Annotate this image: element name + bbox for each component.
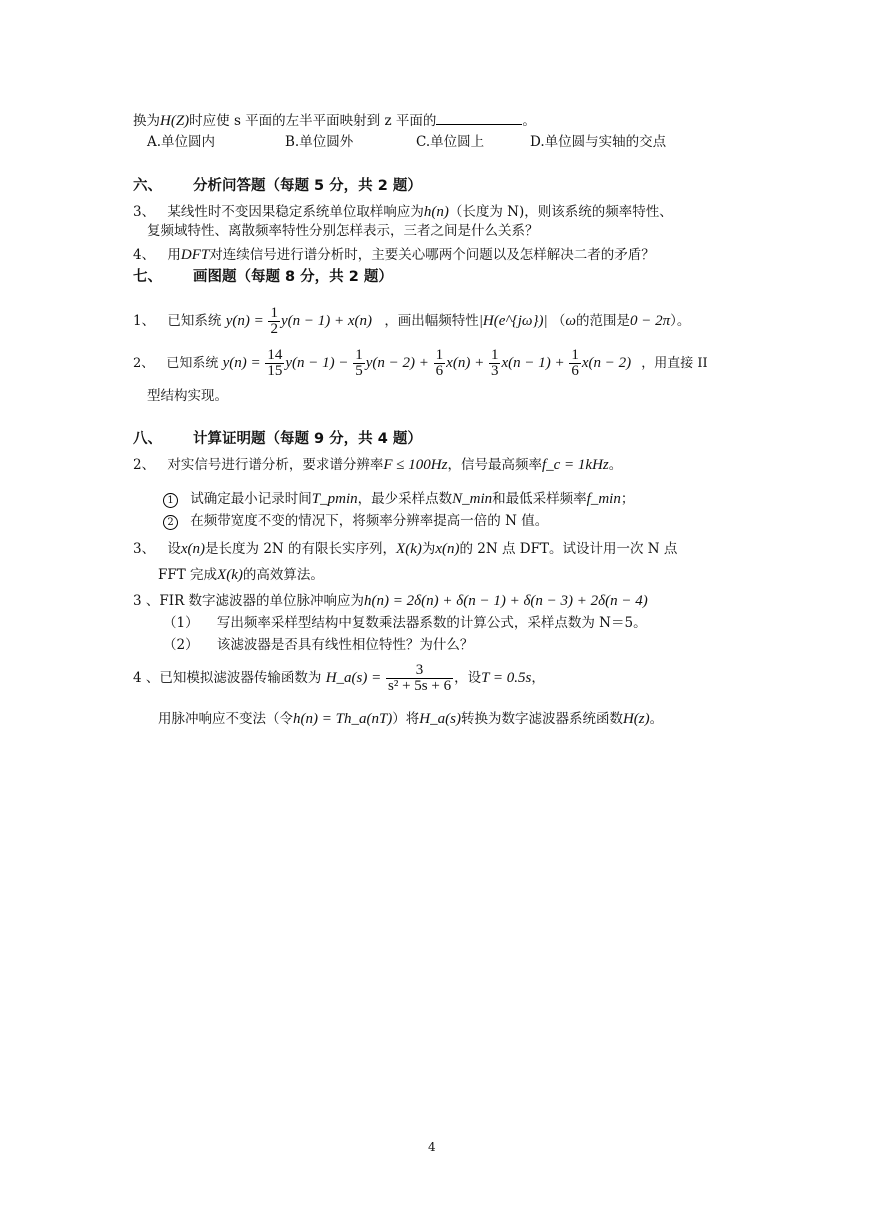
sec8-q3-line1: 3、 设x(n)是长度为 2N 的有限长实序列，X(k)为x(n)的 2N 点 DFT。试设计用一次 N 点: [133, 541, 678, 557]
math-HZ: H(Z): [160, 113, 190, 129]
option-a: A.单位圆内: [147, 134, 216, 150]
sec6-q3-line1: 3、 某线性时不变因果稳定系统单位取样响应为h(n)（长度为 N)，则该系统的频率特性、: [133, 204, 673, 220]
sec8-q2-sub2: 2 在频带宽度不变的情况下，将频率分辨率提高一倍的 N 值。: [163, 512, 548, 530]
sec8-q3b-sub1: （1） 写出频率采样型结构中复数乘法器系数的计算公式，采样点数为 N＝5。: [163, 615, 647, 631]
sec8-q4-line2: 用脉冲响应不变法（令h(n) = Th_a(nT)）将H_a(s)转换为数字滤波器系统函数H(z)。: [158, 711, 664, 727]
sec8-q4-line1: 4 、已知模拟滤波器传输函数为 H_a(s) = $\frac{3}{\text{s² + 5s + 6}}$ ，设T = 0.5s，: [133, 662, 545, 694]
options-line: [147, 133, 667, 151]
fraction: $\frac{1}{2}$: [270, 305, 278, 337]
cont-question-line: 换为H(Z)时应使 s 平面的左半平面映射到 z 平面的 。: [133, 113, 536, 129]
option-d: D.单位圆与实轴的交点: [530, 134, 667, 150]
sec8-q2-sub1: 1 试确定最小记录时间T_pmin，最少采样点数N_min和最低采样频率f_min；: [163, 490, 634, 508]
section-8-heading: 八、 计算证明题（每题 9 分，共 4 题）: [133, 431, 422, 447]
sec6-q3-line2: 复频域特性、离散频率特性分别怎样表示，三者之间是什么关系？: [147, 223, 539, 239]
section-6-heading: 六、 分析问答题（每题 5 分，共 2 题）: [133, 178, 422, 194]
circled-number: 2: [163, 515, 178, 530]
sec8-q3b-line: 3 、FIR 数字滤波器的单位脉冲响应为h(n) = 2δ(n) + δ(n − 1) + δ(n − 3) + 2δ(n − 4): [133, 593, 648, 609]
sec7-q2-line1: 2、 已知系统 y(n) = $\frac{14}{15}$ y(n − 1) − $\frac{1}{5}$ y(n − 2) + $\frac{1}{6}$ x(n) + $\frac{1}{3}$ x(n − 1) + $\frac{1}{6}$ x(n − 2) ，用直接 II: [133, 347, 708, 379]
sec8-q3-line2: FFT 完成X(k)的高效算法。: [158, 567, 324, 583]
page-number: 4: [428, 1140, 436, 1154]
option-b: B.单位圆外: [285, 134, 354, 150]
circled-number: 1: [163, 493, 178, 508]
sec8-q3b-sub2: （2） 该滤波器是否具有线性相位特性？为什么？: [163, 637, 474, 653]
option-c: C.单位圆上: [416, 134, 485, 150]
sec7-q2-line2: 型结构实现。: [147, 388, 228, 404]
sec7-q1-line: 1、 已知系统 y(n) = $\frac{1}{2}$ y(n − 1) + x(n) ，画出幅频特性|H(e^{jω})| （ω的范围是0 − 2π）。: [133, 305, 691, 337]
section-7-heading: 七、 画图题（每题 8 分，共 2 题）: [133, 269, 393, 285]
answer-blank: [436, 112, 522, 125]
sec8-q2-line: 2、 对实信号进行谱分析，要求谱分辨率F ≤ 100Hz，信号最高频率f_c = 1kHz。: [133, 457, 623, 473]
sec6-q4-line: 4、 用DFT对连续信号进行谱分析时，主要关心哪两个问题以及怎样解决二者的矛盾？: [133, 247, 655, 263]
